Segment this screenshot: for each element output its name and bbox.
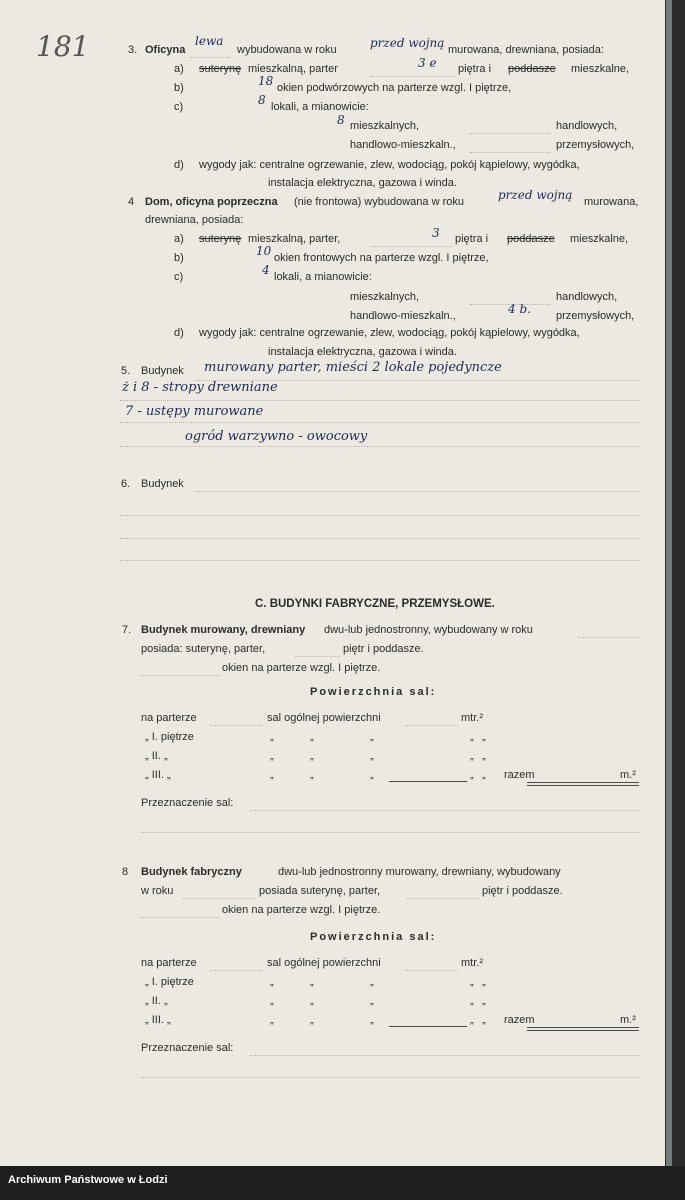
s4-hw-floors: 3 (432, 226, 440, 240)
s3-built: wybudowana w roku (237, 44, 337, 56)
s3-hw-mieszk: 8 (337, 113, 345, 127)
s8-area-heading: Powierzchnia sal: (310, 931, 437, 943)
s4-number: 4 (128, 196, 135, 208)
s5-hw-line3: 7 - ustępy murowane (125, 404, 264, 419)
s3-hw-year: przed wojną (370, 36, 445, 50)
s3-material: murowana, drewniana, posiada: (448, 44, 604, 56)
footer-bar (0, 1166, 685, 1200)
s8-number: 8 (122, 866, 129, 878)
s6-number: 6. (121, 478, 131, 490)
s5-label: Budynek (141, 365, 184, 377)
s4-hw-przem: 4 b. (508, 302, 531, 316)
s5-hw-line1: murowany parter, mieści 2 lokale pojedyncze (204, 360, 502, 375)
s5-number: 5. (121, 365, 131, 377)
binding-strip (666, 0, 672, 1166)
section-c-title: C. BUDYNKI FABRYCZNE, PRZEMYSŁOWE. (255, 598, 495, 610)
document-page: 181 3. Oficyna lewa wybudowana w roku przed wojną murowana, drewniana, posiada: a) suterynę mieszkalną, parter 3 e piętra i poddasze mieszkalne, b) 18 okien podwórzowych na parterze wzgl. I piętrze, c) 8 lokali, a mianowicie: 8 mieszkalnych, handlowych, handlowo-mieszkaln., przemysłowych, d) wygody jak: centralne ogrzewanie, zlew, wodociąg, pokój kąpielowy, wygódka, instalacja elektryczna, gazowa i winda. 4 Dom, oficyna poprzeczna (nie frontowa) wybudowana w roku przed wojną murowana, drewniana, posiada: a) suterynę mieszkalną, parter, 3 piętra i poddasze mieszkalne, b) 10 okien frontowych na parterze wzgl. I piętrze, c) 4 lokali, a mianowicie: mieszkalnych, handlowych, handlowo-mieszkaln., 4 b. przemysłowych, d) wygody jak: centralne ogrzewanie, zlew, wodociąg, pokój kąpielowy, wygódka, instalacja elektryczna, gazowa i winda. 5. Budynek murowany parter, mieści 2 lokale pojedyncze ż i 8 - stropy drewniane 7 - ustępy murowane ogród warzywno - owocowy 6. Budynek C. BUDYNKI FABRYCZNE, PRZEMYSŁOWE. 7. Budynek murowany, drewniany dwu-lub jednostronny, wybudowany w roku posiada: suterynę, parter, piętr i poddasze. okien na parterze wzgl. I piętrze. Powierzchnia sal: na parterze sal ogólnej powierzchni mtr.² „ I. piętrze „ „ „ „ „ „ II. „ „ „ „ „ „ „ III. „ „ „ „ „ „ razem m.² Przeznaczenie sal: 8 Budynek fabryczny dwu-lub jednostronny murowany, drewniany, wybudowany w roku posiada suterynę, parter, piętr i poddasze. okien na parterze wzgl. I piętrze. Powierzchnia sal: na parterze sal ogólnej powierzchni mtr.² „ I. piętrze „ „ „ „ „ „ II. „ „ „ „ „ „ „ III. „ „ „ „ „ „ razem m.² Przeznaczenie sal: (0, 0, 665, 1166)
s3-hw-windows: 18 (258, 74, 274, 88)
s5-hw-line2: ż i 8 - stropy drewniane (122, 380, 278, 395)
s3-hw-lokale: 8 (258, 93, 266, 107)
s3-suteryne: suterynę (199, 63, 242, 75)
s7-purpose-label: Przeznaczenie sal: (141, 797, 234, 809)
s7-area-heading: Powierzchnia sal: (310, 686, 437, 698)
s7-title: Budynek murowany, drewniany (141, 624, 306, 636)
s4-hw-lokale: 4 (262, 263, 270, 277)
archive-name: Archiwum Państwowe w Łodzi (8, 1174, 168, 1186)
s8-total-label: razem (504, 1014, 535, 1026)
s4-title: Dom, oficyna poprzeczna (145, 196, 278, 208)
s3-amenities: wygody jak: centralne ogrzewanie, zlew, wodociąg, pokój kąpielowy, wygódka, (199, 159, 580, 171)
s4-hw-windows: 10 (256, 244, 272, 258)
s8-title: Budynek fabryczny (141, 866, 242, 878)
s4-hw-year: przed wojną (498, 188, 573, 202)
s7-total-label: razem (504, 769, 535, 781)
s8-purpose-label: Przeznaczenie sal: (141, 1042, 234, 1054)
margin-number: 181 (36, 30, 90, 63)
s3-hw-side: lewa (195, 34, 224, 48)
s3-hw-floors: 3 e (418, 56, 437, 70)
s7-number: 7. (122, 624, 132, 636)
s5-hw-line4: ogród warzywno - owocowy (185, 429, 368, 444)
s3-number: 3. (128, 44, 138, 56)
s6-label: Budynek (141, 478, 184, 490)
s3-title: Oficyna (145, 44, 186, 56)
